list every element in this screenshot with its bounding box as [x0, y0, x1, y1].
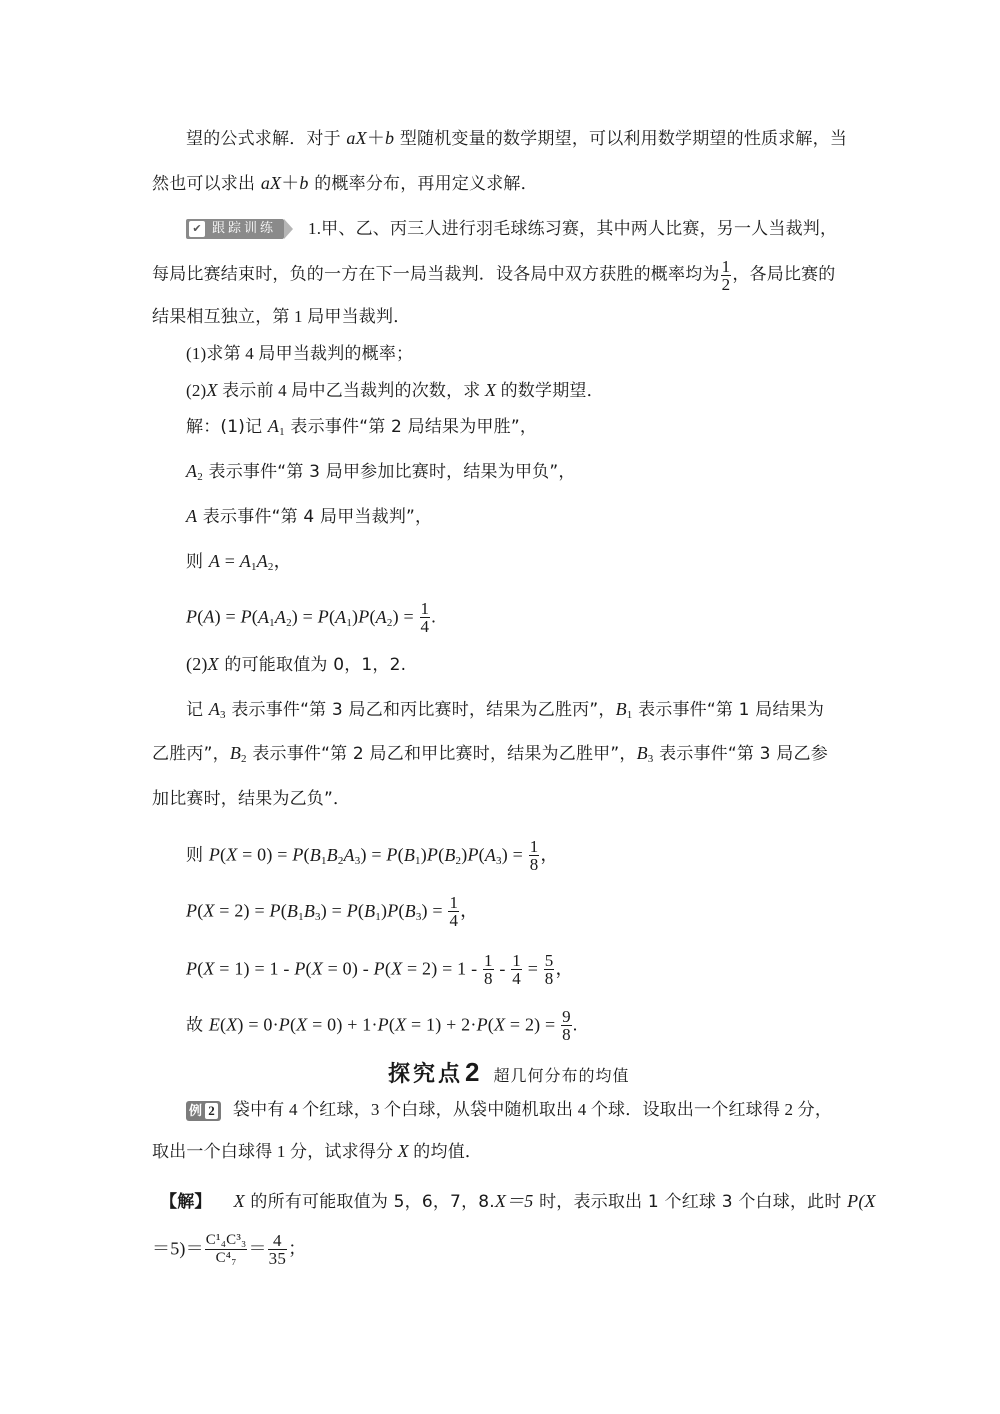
text: 表示事件“第 2 局结果为甲胜”， [284, 417, 538, 437]
badge-label: 跟踪训练 [212, 221, 277, 236]
text: 表示前 4 局中乙当裁判的次数，求 [217, 381, 485, 400]
solution2-line-3 [152, 742, 828, 770]
text: 时，表示取出 1 个红球 3 个白球，此时 [533, 1192, 848, 1212]
math: A [208, 551, 221, 571]
text: 的均值． [408, 1142, 483, 1161]
text: 表示事件“第 3 局甲参加比赛时，结果为甲负”， [202, 462, 576, 482]
math: $B_3$ [636, 743, 654, 765]
text: 型随机变量的数学期望，可以利用数学期望的性质求解，当 [394, 129, 848, 149]
solution-line-1 [186, 415, 537, 443]
math: ＋ [366, 128, 386, 148]
text: 表示事件“第 2 局乙和甲比赛时，结果为乙胜甲”， [246, 744, 637, 764]
math: ， [273, 551, 292, 571]
denominator: 8 [544, 969, 554, 988]
math: X＝5 [494, 1191, 534, 1211]
text: . [431, 606, 436, 627]
denominator: 35 [268, 1249, 287, 1268]
text: ， [540, 844, 559, 865]
text: 表示事件“第 4 局甲当裁判”， [197, 507, 433, 527]
text: ； [288, 1238, 307, 1259]
section-number: 2 [465, 1057, 480, 1087]
question-1: (1)求第 4 局甲当裁判的概率； [186, 344, 414, 363]
text: ， [460, 900, 479, 921]
equation-ex: 故 E(X) = 0·P(X = 0) + 1·P(X = 1) + 2·P(X = 2) = $\frac{9}{8}$ . [186, 1007, 578, 1044]
math: ＝ [248, 1238, 267, 1259]
denominator: C⁴₇ [215, 1250, 237, 1266]
math: b [385, 128, 395, 148]
fraction [561, 1008, 572, 1043]
badge-label: 例 [189, 1103, 203, 1119]
text: 记 [186, 700, 209, 720]
equation-px2: $P(X = 2) = P(B_1B_3) = P(B_1)P(B_3)$ = $\frac{1}{4}$ ， [186, 893, 479, 930]
section-title: 探究点 [388, 1062, 464, 1087]
text: 表示事件“第 3 局乙和丙比赛时，结果为乙胜丙”， [225, 700, 616, 720]
practice-line-3: 结果相互独立，第 1 局甲当裁判． [152, 307, 411, 326]
math: ＋ [281, 173, 300, 193]
text: 乙胜丙”， [152, 744, 230, 764]
numerator: 5 [544, 951, 554, 970]
text: 的数学期望． [496, 381, 604, 400]
math: X [233, 1191, 245, 1211]
math: aX [346, 128, 367, 148]
math: b [299, 173, 309, 193]
numerator: 1 [529, 837, 539, 856]
math: $B_2$ [229, 743, 247, 765]
text: ， [555, 958, 574, 979]
example-badge [186, 1101, 221, 1121]
equation-px1: P(X = 1) = 1 - P(X = 0) - P(X = 2) = 1 - $\frac{1}{8}$ - $\frac{1}{4}$ = $\frac{5}{8}$ ， [186, 951, 574, 988]
example2-solution-line-2 [152, 1232, 306, 1267]
text: . [572, 1014, 578, 1035]
fraction [544, 952, 555, 987]
math: $A_1A_2$ [239, 551, 274, 573]
numerator: 1 [512, 951, 521, 970]
numerator: 4 [268, 1232, 287, 1250]
math: = [220, 551, 240, 571]
text: (2) [186, 381, 207, 400]
solution2-line-1 [186, 653, 406, 676]
denominator: 4 [449, 911, 459, 930]
text: ，各局比赛的 [732, 264, 836, 284]
practice-line-2 [152, 258, 836, 293]
numerator: 1 [449, 893, 459, 912]
intro-line-2 [152, 172, 538, 195]
fraction [483, 952, 494, 987]
numerator: 9 [562, 1007, 571, 1026]
equation-px0: 则 $P(X = 0) = P(B_1B_2A_3) = P(B_1)P(B_2)P(A_3)$ = $\frac{1}{8}$ ， [186, 837, 559, 874]
intro-line-1 [186, 127, 847, 150]
math: P(X [847, 1191, 876, 1211]
text: 的所有可能取值为 5，6，7，8. [244, 1192, 495, 1212]
denominator: 2 [721, 275, 731, 294]
text: 望的公式求解．对于 [186, 129, 347, 149]
text: 每局比赛结束时，负的一方在下一局当裁判．设各局中双方获胜的概率均为 [152, 264, 720, 284]
section-subtitle: 超几何分布的均值 [493, 1066, 630, 1085]
text: 则 [186, 552, 209, 572]
denominator: 8 [483, 969, 493, 988]
solution-line-5: $P(A) = P(A_1A_2) = P(A_1)P(A_2)$ = $\frac{1}{4}$ . [186, 599, 436, 636]
text: 然也可以求出 [152, 174, 261, 194]
fraction [511, 952, 522, 987]
fraction [721, 258, 732, 293]
numerator: 1 [420, 599, 430, 618]
fraction [420, 600, 431, 635]
text: 表示事件“第 3 局乙参 [653, 744, 828, 764]
problem-text: 袋中有 4 个红球，3 个白球，从袋中随机取出 4 个球．设取出一个红球得 2 分， [232, 1100, 833, 1119]
math: X [484, 380, 497, 400]
text: 的可能取值为 0，1，2. [218, 655, 407, 675]
math: X [206, 380, 218, 400]
fraction [205, 1232, 248, 1267]
text: 取出一个白球得 1 分，试求得分 [152, 1142, 398, 1161]
math: $A_1$ [267, 416, 285, 438]
badge-number: 2 [205, 1103, 218, 1119]
math: $A_3$ [208, 699, 226, 721]
math: X [207, 654, 219, 674]
problem-text: 1.甲、乙、丙三人进行羽毛球练习赛，其中两人比赛，另一人当裁判， [308, 219, 838, 238]
math: $B_1$ [615, 699, 633, 721]
text: 表示事件“第 1 局结果为 [632, 700, 825, 720]
math: X [397, 1141, 409, 1161]
numerator: 1 [483, 951, 493, 970]
solution2-line-2 [186, 698, 824, 726]
numerator: C¹₄C³₃ [205, 1232, 247, 1248]
numerator: 1 [721, 257, 731, 276]
text: 的概率分布，再用定义求解． [308, 174, 538, 194]
solution-line-2 [186, 460, 576, 488]
solution-line-4 [186, 550, 292, 578]
denominator: 8 [562, 1025, 571, 1044]
math: $A_2$ [186, 461, 203, 483]
example2-line-2 [152, 1140, 482, 1163]
text: 解：(1)记 [186, 417, 268, 437]
denominator: 4 [512, 969, 521, 988]
section-heading [388, 1057, 630, 1088]
math-expression: P [186, 606, 198, 627]
math: A [186, 506, 198, 526]
solution2-line-4: 加比赛时，结果为乙负”． [152, 789, 351, 809]
fraction [268, 1232, 287, 1267]
denominator: 4 [420, 617, 430, 636]
question-2 [186, 379, 604, 402]
fraction [529, 838, 540, 873]
solution-line-3 [186, 505, 432, 528]
text: 则 [186, 845, 209, 866]
math: aX [260, 173, 282, 193]
example2-line-1 [186, 1099, 832, 1121]
text: (2) [186, 654, 208, 674]
checklist-icon: ✔ [189, 221, 205, 237]
math: ＝5)＝ [152, 1238, 204, 1259]
text: 故 [186, 1015, 209, 1036]
practice-line-1 [186, 218, 837, 240]
denominator: 8 [529, 855, 539, 874]
solution-label: 【解】 [160, 1192, 212, 1212]
follow-practice-badge [186, 219, 284, 239]
example2-solution-line-1 [160, 1190, 876, 1213]
fraction [448, 894, 459, 929]
